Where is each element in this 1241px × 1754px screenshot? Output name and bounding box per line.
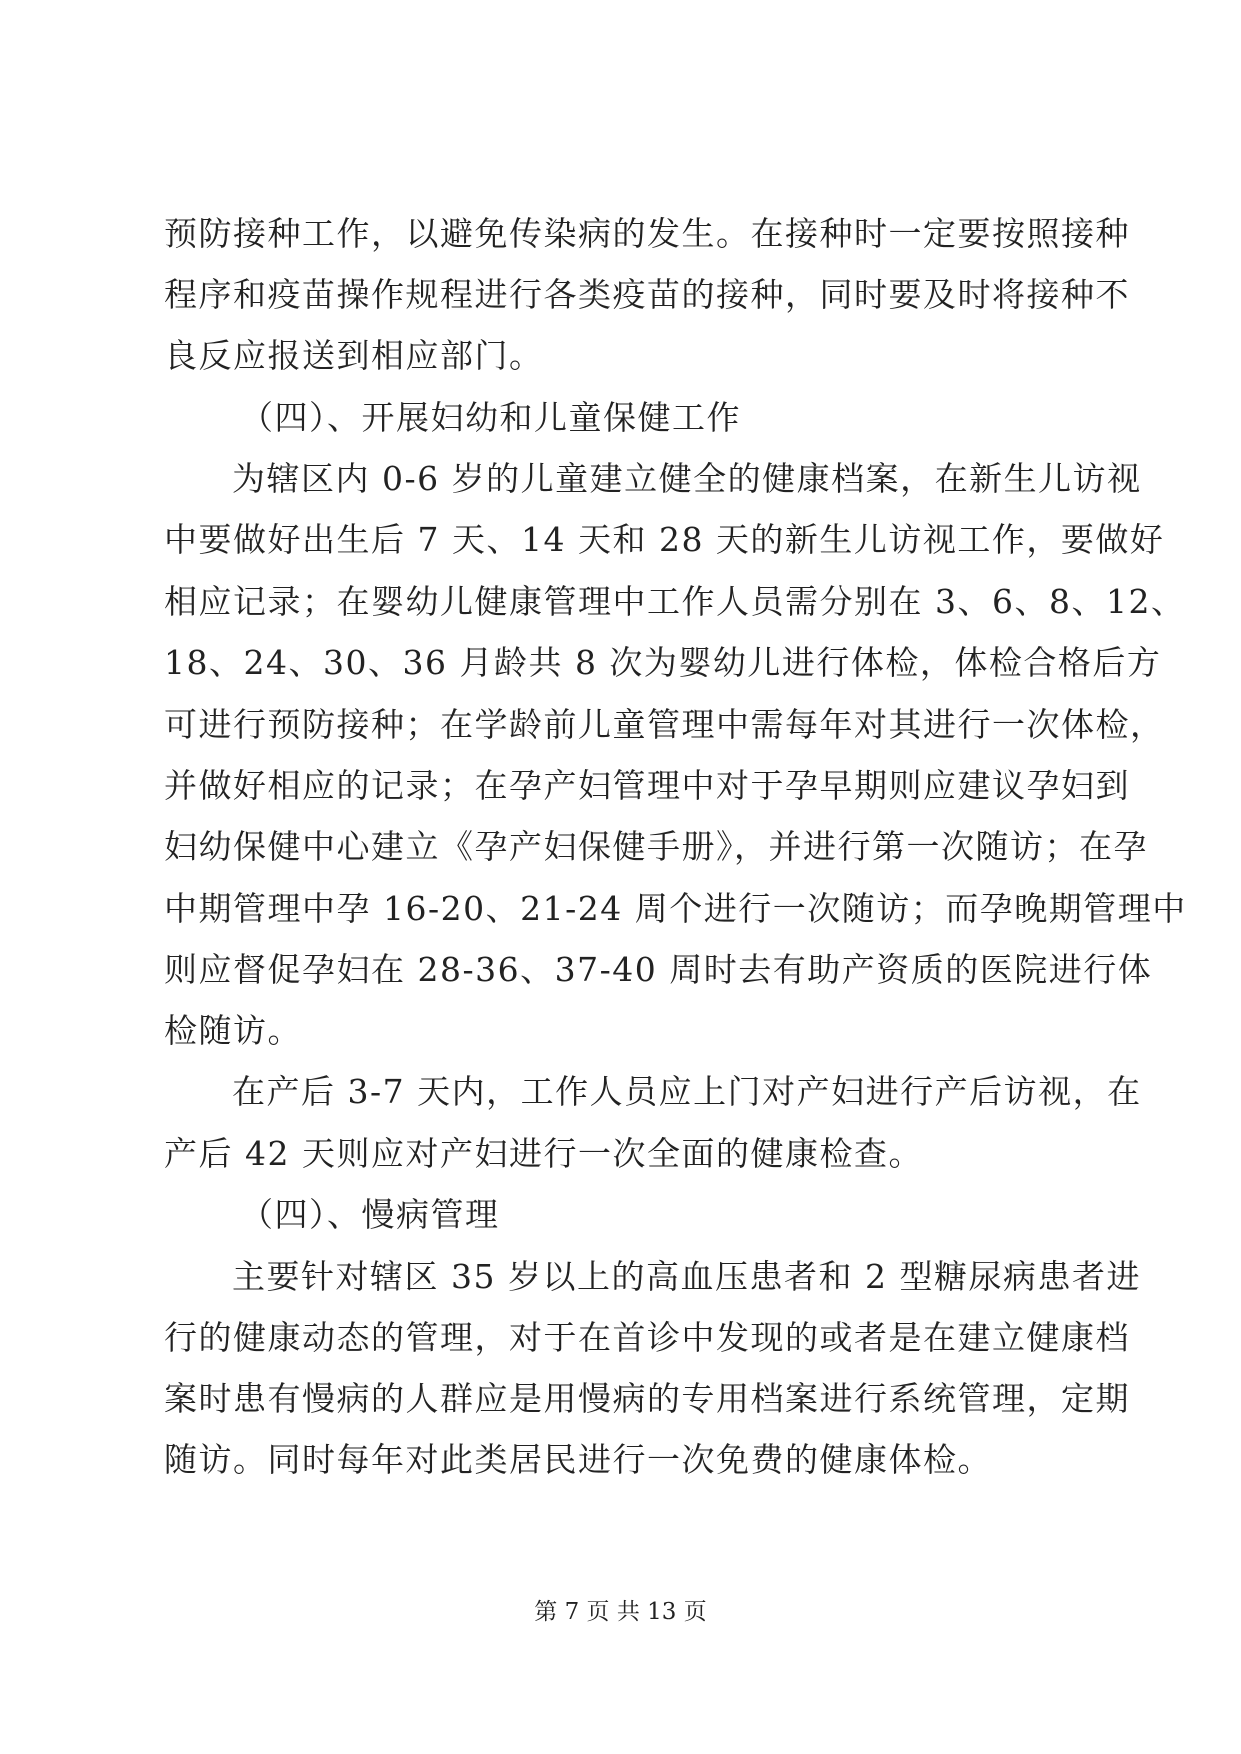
body-text-line: 可进行预防接种；在学龄前儿童管理中需每年对其进行一次体检， xyxy=(164,705,1165,744)
body-text-line: 行的健康动态的管理，对于在首诊中发现的或者是在建立健康档 xyxy=(164,1318,1130,1357)
body-text-line: 为辖区内 0-6 岁的儿童建立健全的健康档案，在新生儿访视 xyxy=(232,459,1142,498)
body-text-line: 在产后 3-7 天内，工作人员应上门对产妇进行产后访视，在 xyxy=(232,1072,1142,1111)
body-text-line: 随访。同时每年对此类居民进行一次免费的健康体检。 xyxy=(164,1440,992,1479)
body-text-line: 并做好相应的记录；在孕产妇管理中对于孕早期则应建议孕妇到 xyxy=(164,766,1130,805)
body-text-line: 主要针对辖区 35 岁以上的高血压患者和 2 型糖尿病患者进 xyxy=(232,1257,1141,1296)
body-text-line: 程序和疫苗操作规程进行各类疫苗的接种，同时要及时将接种不 xyxy=(164,275,1130,314)
body-text-line: 案时患有慢病的人群应是用慢病的专用档案进行系统管理，定期 xyxy=(164,1379,1130,1418)
body-text-line: 中要做好出生后 7 天、14 天和 28 天的新生儿访视工作，要做好 xyxy=(164,520,1165,559)
body-text-line: 中期管理中孕 16-20、21-24 周个进行一次随访；而孕晚期管理中 xyxy=(164,889,1187,928)
body-text-line: 相应记录；在婴幼儿健康管理中工作人员需分别在 3、6、8、12、 xyxy=(164,582,1186,621)
body-text-line: 18、24、30、36 月龄共 8 次为婴幼儿进行体检，体检合格后方 xyxy=(164,643,1162,682)
body-text-line: 产后 42 天则应对产妇进行一次全面的健康检查。 xyxy=(164,1134,923,1173)
section-heading: （四）、慢病管理 xyxy=(240,1195,500,1234)
body-text-line: 则应督促孕妇在 28-36、37-40 周时去有助产资质的医院进行体 xyxy=(164,950,1153,989)
page-number-footer: 第 7 页 共 13 页 xyxy=(534,1599,707,1625)
section-heading: （四）、开展妇幼和儿童保健工作 xyxy=(240,398,741,437)
body-text-line: 预防接种工作，以避免传染病的发生。在接种时一定要按照接种 xyxy=(164,214,1130,253)
body-text-line: 妇幼保健中心建立《孕产妇保健手册》，并进行第一次随访；在孕 xyxy=(164,827,1148,866)
body-text-line: 检随访。 xyxy=(164,1011,302,1050)
body-text-line: 良反应报送到相应部门。 xyxy=(164,336,544,375)
